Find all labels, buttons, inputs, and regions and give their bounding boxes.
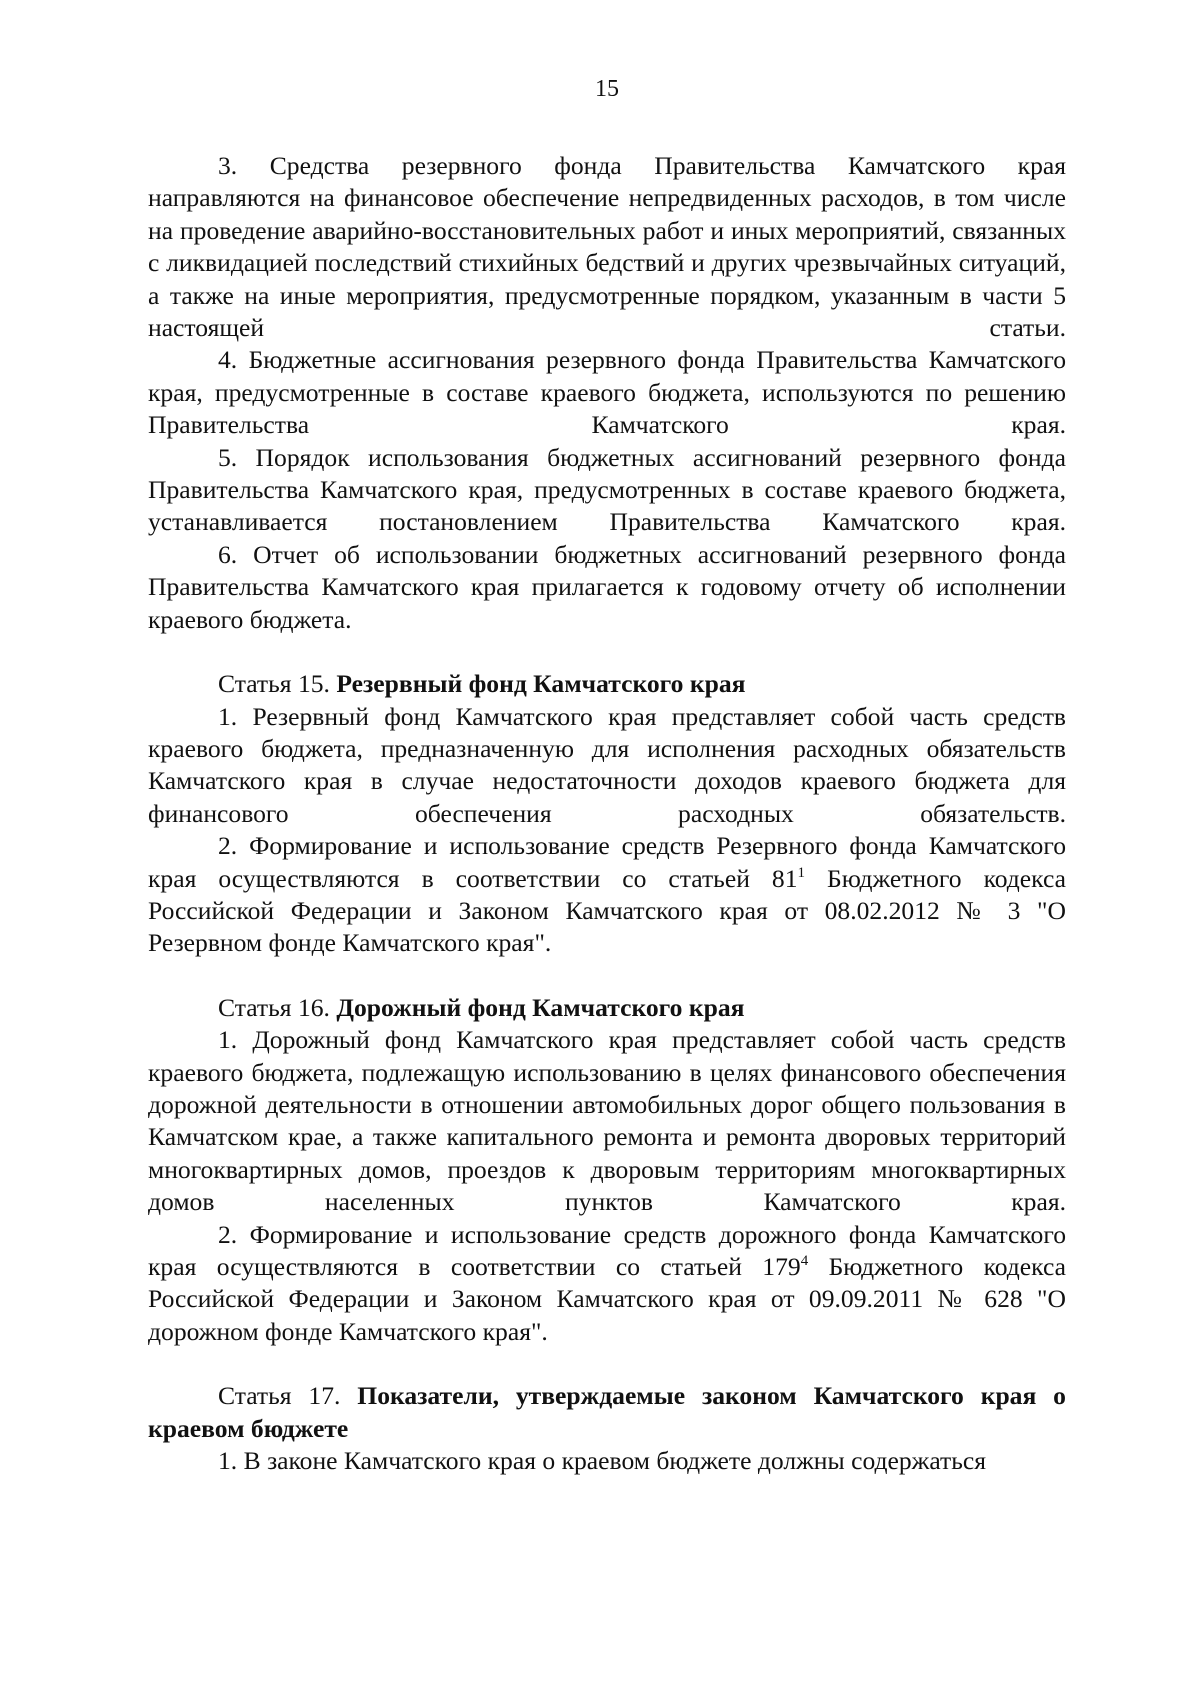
article-17-prefix: Статья 17. — [218, 1381, 358, 1411]
article-16-paragraph-2-tail: Бюджетного кодекса Российской Федерации и Законом Камчатского края от 09.09.2011 № 628 "О дорожном фонде Камчатского края". — [148, 1252, 1066, 1346]
section-gap — [148, 636, 1066, 668]
document-page — [148, 0, 1066, 1698]
paragraph-3: 3. Средства резервного фонда Правительства Камчатского края направляются на финансовое обеспечение непредвиденных расходов, в том числе на проведение аварийно-восстановительных работ и иных мероприятий, связанных с ликвидацией последствий стихийных бедствий и других чрезвычайных ситуаций, а также на иные мероприятия, предусмотренные порядком, указанным в части 5 настоящей статьи. — [148, 151, 1066, 343]
article-15-prefix: Статья 15. — [218, 669, 337, 699]
article-15-paragraph-2-tail: Бюджетного кодекса Российской Федерации и Законом Камчатского края от 08.02.2012 № 3 "О Резервном фонде Камчатского края". — [148, 863, 1066, 958]
article-15-paragraph-2 — [148, 830, 1066, 960]
article-17-heading — [148, 1380, 1066, 1445]
section-gap — [148, 960, 1066, 992]
paragraph-5: 5. Порядок использования бюджетных ассигнований резервного фонда Правительства Камчатского края, предусмотренных в составе краевого бюджета, устанавливается постановлением Правительства Камчатского края. — [148, 442, 1066, 537]
article-16-heading — [148, 992, 1066, 1024]
article-15-heading — [148, 668, 1066, 700]
document-body — [148, 150, 1066, 1477]
article-15-title: Резервный фонд Камчатского края — [336, 669, 746, 699]
page-number: 15 — [595, 76, 619, 102]
article-16-paragraph-2 — [148, 1219, 1066, 1349]
section-gap — [148, 1348, 1066, 1380]
article-15-paragraph-1: 1. Резервный фонд Камчатского края представляет собой часть средств краевого бюджета, предназначенную для исполнения расходных обязательств Камчатского края в случае недостаточности доходов краевого бюджета для финансового обеспечения расходных обязательств. — [148, 701, 1066, 828]
article-15-paragraph-2-text: 2. Формирование и использование средств Резервного фонда Камчатского края осуществляются в соответствии со статьей 81 — [148, 831, 1066, 893]
article-17-paragraph-1: 1. В законе Камчатского края о краевом бюджете должны содержаться — [218, 1446, 987, 1476]
article-16-paragraph-2-text: 2. Формирование и использование средств дорожного фонда Камчатского края осуществляются в соответствии со статьей 179 — [148, 1219, 1066, 1281]
article-15-superscript: 1 — [797, 864, 805, 881]
paragraph-6: 6. Отчет об использовании бюджетных ассигнований резервного фонда Правительства Камчатского края прилагается к годовому отчету об исполнении краевого бюджета. — [148, 539, 1066, 634]
article-16-prefix: Статья 16. — [218, 992, 337, 1022]
article-16-superscript: 4 — [800, 1253, 809, 1269]
article-17-title: Показатели, утверждаемые законом Камчатского края о краевом бюджете — [148, 1381, 1066, 1443]
paragraph-4: 4. Бюджетные ассигнования резервного фонда Правительства Камчатского края, предусмотренные в составе краевого бюджета, используются по решению Правительства Камчатского края. — [148, 345, 1066, 440]
article-16-paragraph-1: 1. Дорожный фонд Камчатского края представляет собой часть средств краевого бюджета, подлежащую использованию в целях финансового обеспечения дорожной деятельности в отношении автомобильных дорог общего пользования в Камчатском крае, а также капитального ремонта и ремонта дворовых территорий многоквартирных домов, проездов к дворовым территориям многоквартирных домов населенных пунктов Камчатского края. — [148, 1025, 1066, 1217]
article-16-title: Дорожный фонд Камчатского края — [336, 992, 745, 1022]
